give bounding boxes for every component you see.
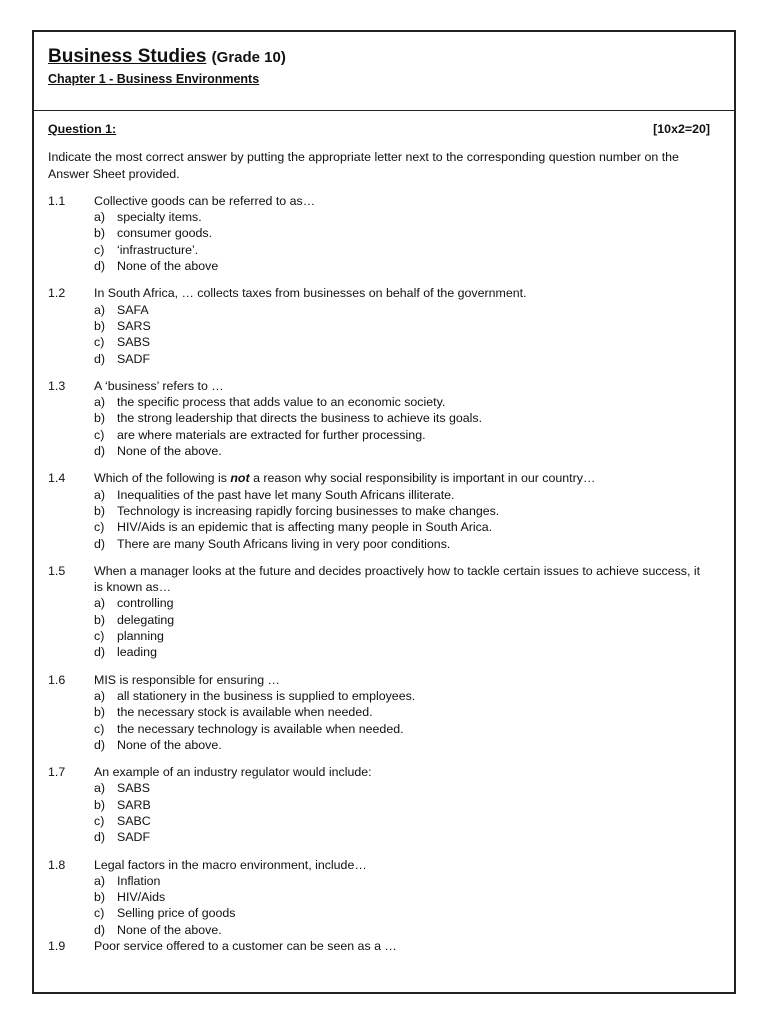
option-text: specialty items. <box>117 210 202 225</box>
question-text: Poor service offered to a customer can be seen as a … <box>94 939 397 954</box>
option-letter: b) <box>94 226 106 241</box>
option-text: None of the above <box>117 259 219 274</box>
option-text: controlling <box>117 596 174 611</box>
question-body <box>94 764 710 845</box>
question-body <box>94 470 710 551</box>
option-letter: a) <box>94 596 106 611</box>
answer-option <box>94 595 710 611</box>
option-letter: b) <box>94 612 106 627</box>
question-item <box>48 938 710 954</box>
question-number: 1.2 <box>48 286 66 301</box>
document-header <box>34 32 734 111</box>
option-text: Technology is increasing rapidly forcing businesses to make changes. <box>117 503 500 518</box>
question-body <box>94 563 710 661</box>
answer-option <box>94 780 710 796</box>
answer-option <box>94 394 710 410</box>
option-text: the necessary technology is available when needed. <box>117 721 404 736</box>
option-text: SABC <box>117 813 151 828</box>
question-body <box>94 193 710 274</box>
question-header <box>48 121 710 137</box>
option-text: the specific process that adds value to an economic society. <box>117 395 446 410</box>
answer-option <box>94 258 710 274</box>
option-letter: b) <box>94 797 106 812</box>
option-text: are where materials are extracted for further processing. <box>117 427 426 442</box>
option-letter: c) <box>94 721 105 736</box>
answer-option <box>94 302 710 318</box>
question-text-part: Which of the following is <box>94 471 231 486</box>
option-text: Selling price of goods <box>117 906 236 921</box>
option-text: None of the above. <box>117 444 222 459</box>
question-item <box>48 764 710 845</box>
option-text: Inflation <box>117 873 161 888</box>
option-letter: b) <box>94 705 106 720</box>
option-text: planning <box>117 629 164 644</box>
question-number: 1.5 <box>48 563 66 578</box>
option-letter: c) <box>94 629 105 644</box>
question-number: 1.4 <box>48 471 66 486</box>
answer-option <box>94 688 710 704</box>
option-text: There are many South Africans living in very poor conditions. <box>117 536 451 551</box>
question-body <box>94 672 710 753</box>
option-text: SADF <box>117 830 151 845</box>
question-item <box>48 193 710 274</box>
answer-option <box>94 829 710 845</box>
option-letter: c) <box>94 427 105 442</box>
answer-option <box>94 628 710 644</box>
option-letter: d) <box>94 830 106 845</box>
option-text: Inequalities of the past have let many South Africans illiterate. <box>117 487 455 502</box>
option-text: consumer goods. <box>117 226 213 241</box>
answer-option <box>94 536 710 552</box>
option-letter: b) <box>94 890 106 905</box>
option-letter: c) <box>94 813 105 828</box>
option-text: None of the above. <box>117 922 222 937</box>
page-title: Business Studies (Grade 10) <box>48 46 286 67</box>
option-letter: a) <box>94 781 106 796</box>
answer-option <box>94 443 710 459</box>
option-text: SABS <box>117 781 151 796</box>
answer-option <box>94 873 710 889</box>
answer-option <box>94 813 710 829</box>
instruction-text: Indicate the most correct answer by putting the appropriate letter next to the corresponding question number on the Answer Sheet provided. <box>48 150 679 181</box>
question-number: 1.3 <box>48 378 66 393</box>
question-text: Collective goods can be referred to as… <box>94 193 316 208</box>
question-list <box>48 193 710 954</box>
option-text: leading <box>117 645 157 660</box>
question-item <box>48 563 710 661</box>
question-text: A ‘business’ refers to … <box>94 378 224 393</box>
answer-option <box>94 721 710 737</box>
answer-option <box>94 225 710 241</box>
option-letter: a) <box>94 688 106 703</box>
chapter-title: Chapter 1 - Business Environments <box>48 72 260 86</box>
grade-label: (Grade 10) <box>211 49 286 66</box>
question-item <box>48 470 710 551</box>
option-letter: c) <box>94 242 105 257</box>
question-text: In South Africa, … collects taxes from businesses on behalf of the government. <box>94 286 527 301</box>
option-text: all stationery in the business is supplied to employees. <box>117 688 416 703</box>
answer-option <box>94 487 710 503</box>
answer-option <box>94 318 710 334</box>
question-text: Legal factors in the macro environment, include… <box>94 857 367 872</box>
option-letter: d) <box>94 922 106 937</box>
option-letter: a) <box>94 873 106 888</box>
question-number: 1.6 <box>48 672 66 687</box>
option-text: SABS <box>117 335 151 350</box>
option-text: the necessary stock is available when needed. <box>117 705 373 720</box>
question-body <box>94 285 710 366</box>
option-letter: a) <box>94 395 106 410</box>
option-letter: d) <box>94 444 106 459</box>
option-text: SADF <box>117 351 151 366</box>
answer-option <box>94 242 710 258</box>
option-letter: d) <box>94 645 106 660</box>
question-item <box>48 857 710 938</box>
answer-option <box>94 351 710 367</box>
option-text: the strong leadership that directs the business to achieve its goals. <box>117 411 483 426</box>
question-number: 1.1 <box>48 193 66 208</box>
answer-option <box>94 644 710 660</box>
option-letter: c) <box>94 520 105 535</box>
page-border <box>32 30 736 994</box>
answer-option <box>94 889 710 905</box>
question-item <box>48 285 710 366</box>
question-text: When a manager looks at the future and decides proactively how to tackle certain issues to achieve success, it is known as… <box>94 563 701 595</box>
question-item <box>48 672 710 753</box>
answer-option <box>94 334 710 350</box>
question-number: 1.9 <box>48 939 66 954</box>
question-body <box>94 378 710 459</box>
question-body <box>94 857 710 938</box>
option-letter: b) <box>94 318 106 333</box>
option-letter: d) <box>94 259 106 274</box>
option-letter: d) <box>94 536 106 551</box>
question-body <box>94 938 710 954</box>
option-letter: b) <box>94 503 106 518</box>
answer-option <box>94 209 710 225</box>
answer-option <box>94 737 710 753</box>
answer-option <box>94 905 710 921</box>
answer-option <box>94 410 710 426</box>
question-number: 1.7 <box>48 765 66 780</box>
question-content <box>48 121 710 954</box>
option-letter: c) <box>94 335 105 350</box>
answer-option <box>94 612 710 628</box>
option-letter: d) <box>94 351 106 366</box>
option-text: delegating <box>117 612 175 627</box>
option-text: ‘infrastructure’. <box>117 242 199 257</box>
answer-option <box>94 503 710 519</box>
question-number: 1.8 <box>48 857 66 872</box>
option-text: None of the above. <box>117 737 222 752</box>
option-letter: d) <box>94 737 106 752</box>
question-text: An example of an industry regulator would include: <box>94 765 372 780</box>
option-letter: c) <box>94 906 105 921</box>
option-letter: a) <box>94 302 106 317</box>
question-marks: [10x2=20] <box>653 122 710 136</box>
answer-option <box>94 922 710 938</box>
option-text: SAFA <box>117 302 149 317</box>
emphasis-text: not <box>230 471 250 486</box>
question-label: Question 1: <box>48 122 117 136</box>
question-text: MIS is responsible for ensuring … <box>94 672 280 687</box>
option-letter: b) <box>94 411 106 426</box>
option-letter: a) <box>94 487 106 502</box>
question-text-part: a reason why social responsibility is important in our country… <box>249 471 596 486</box>
option-letter: a) <box>94 210 106 225</box>
question-text <box>94 470 710 486</box>
question-item <box>48 378 710 459</box>
answer-option <box>94 427 710 443</box>
answer-option <box>94 797 710 813</box>
answer-option <box>94 519 710 535</box>
option-text: SARB <box>117 797 151 812</box>
answer-option <box>94 704 710 720</box>
option-text: SARS <box>117 318 151 333</box>
option-text: HIV/Aids <box>117 890 166 905</box>
option-text: HIV/Aids is an epidemic that is affecting many people in South Arica. <box>117 520 493 535</box>
